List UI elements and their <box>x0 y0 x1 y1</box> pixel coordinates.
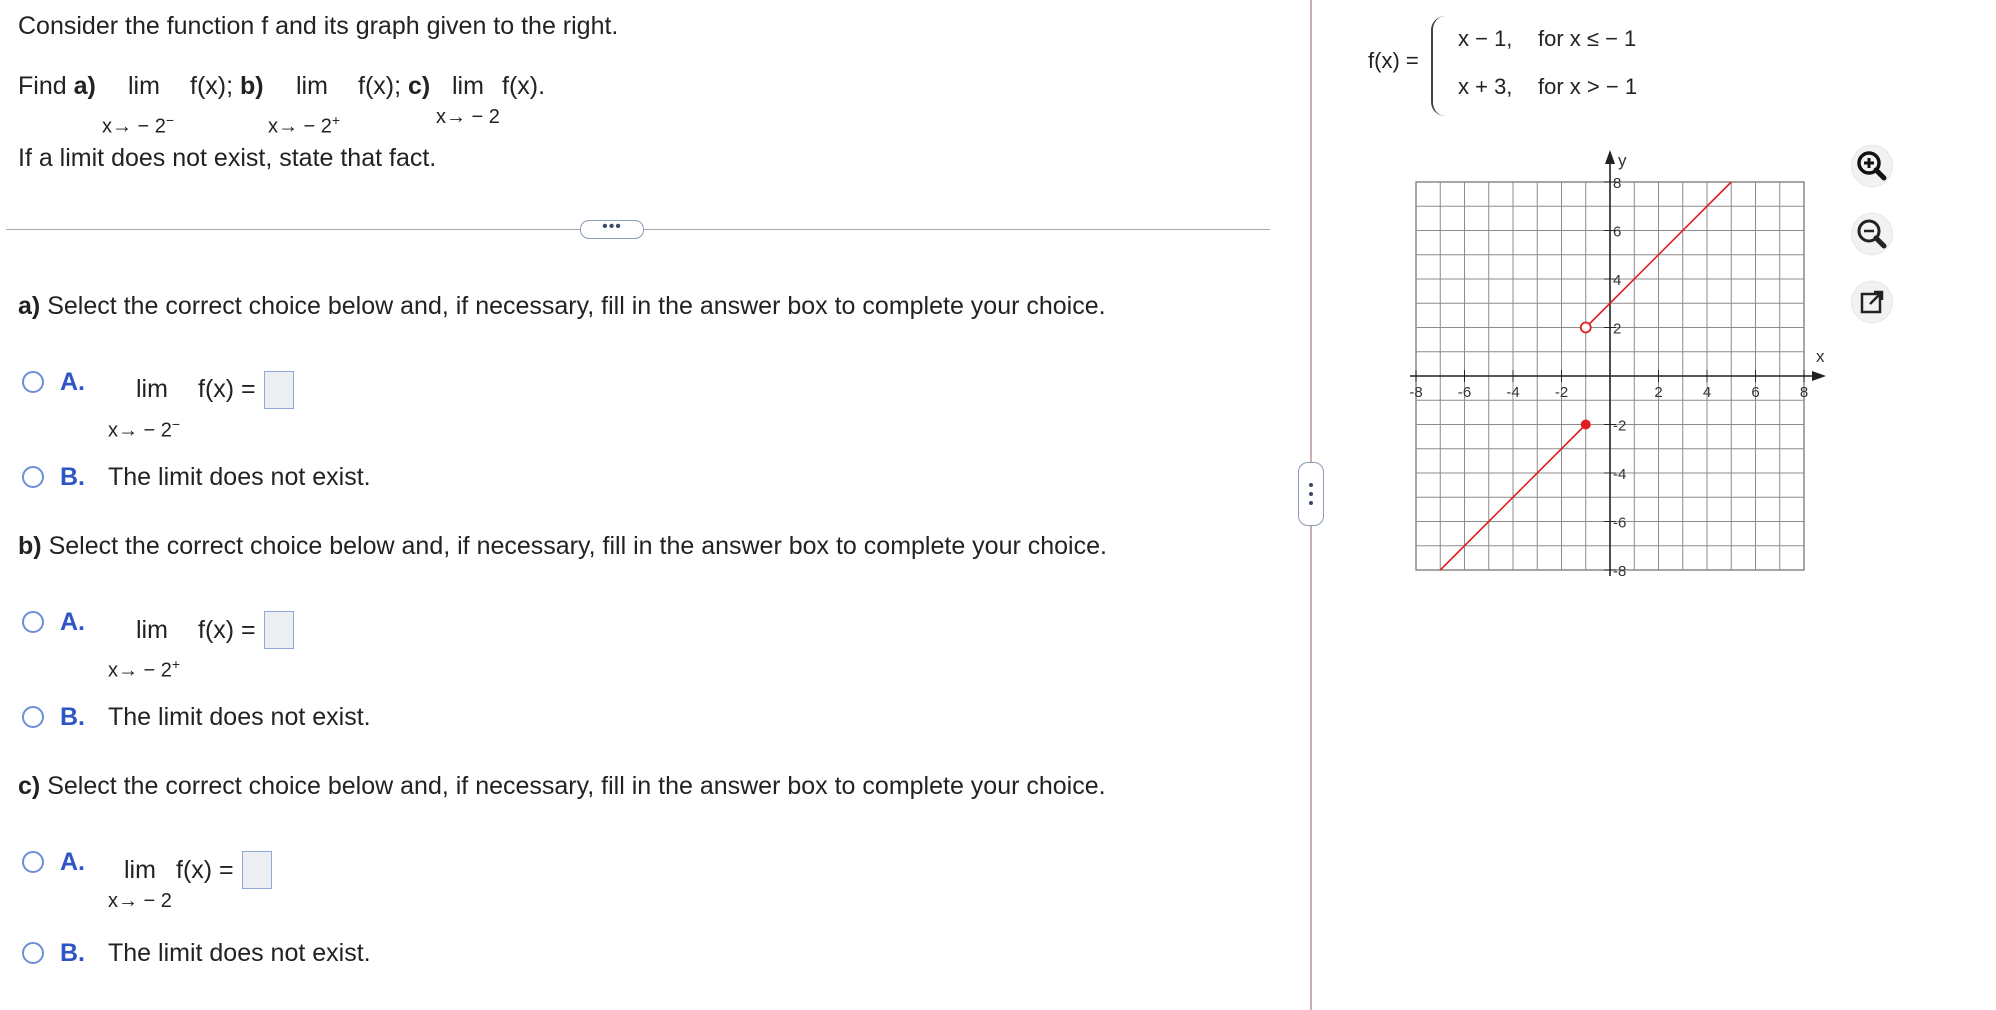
part-a-label: a) <box>73 72 96 100</box>
popout-icon <box>1852 282 1892 322</box>
question-a-label: a) <box>18 292 41 320</box>
x-tick-label: 6 <box>1751 384 1760 401</box>
y-tick-label: -4 <box>1613 466 1627 483</box>
answer-box-b[interactable] <box>264 611 294 649</box>
expand-more-button[interactable]: ••• <box>580 220 644 239</box>
popout-button[interactable] <box>1852 282 1892 322</box>
choice-a-letter: A. <box>60 608 85 636</box>
lim-a-sub-text: x→ − 2 <box>102 115 166 138</box>
radio-b-choice-b[interactable] <box>22 706 44 728</box>
case1-cond: for x ≤ − 1 <box>1538 26 1637 51</box>
part-b-label: b) <box>240 72 264 100</box>
y-axis-arrow <box>1605 150 1615 164</box>
find-prefix: Find <box>18 72 67 100</box>
zoom-out-button[interactable] <box>1852 214 1892 254</box>
lim-c-sub: x→ − 2 <box>436 106 500 128</box>
open-endpoint <box>1581 323 1591 333</box>
answer-box-a[interactable] <box>264 371 294 409</box>
choice-b-text: The limit does not exist. <box>108 939 371 967</box>
lim-a-word: lim <box>128 72 160 100</box>
problem-intro: Consider the function f and its graph given to the right. <box>18 12 619 40</box>
fx-c-text: f(x). <box>502 72 546 100</box>
case2-expr: x + 3, <box>1458 74 1513 99</box>
y-axis-label: y <box>1618 151 1627 170</box>
handle-dot <box>1309 501 1313 505</box>
x-tick-label: -4 <box>1506 384 1520 401</box>
case2-cond: for x > − 1 <box>1538 74 1638 99</box>
x-tick-label: 4 <box>1702 384 1712 401</box>
zoom-in-icon <box>1852 146 1892 186</box>
fx-b-text: f(x); <box>358 72 402 100</box>
question-a-text: Select the correct choice below and, if necessary, fill in the answer box to complete your choice. <box>47 292 1106 320</box>
x-axis-label: x <box>1816 347 1825 366</box>
choice-a-sub-text: x→ − 2 <box>108 419 172 442</box>
question-b-prompt <box>18 532 1107 561</box>
choice-b-letter: B. <box>60 463 85 491</box>
handle-dot <box>1309 483 1313 487</box>
choice-a-fx-eq: f(x) = <box>198 375 256 403</box>
y-tick-label: 8 <box>1613 175 1622 192</box>
choice-b-letter: B. <box>60 703 85 731</box>
y-tick-label: 4 <box>1613 272 1622 289</box>
x-tick-label: -6 <box>1457 384 1472 401</box>
choice-a-letter: A. <box>60 848 85 876</box>
zoom-in-button[interactable] <box>1852 146 1892 186</box>
case1-expr: x − 1, <box>1458 26 1513 51</box>
radio-a-choice-b[interactable] <box>22 466 44 488</box>
lim-a-sup: − <box>165 112 175 128</box>
radio-a-choice-a[interactable] <box>22 371 44 393</box>
x-tick-label: 2 <box>1654 384 1663 401</box>
lim-b-word: lim <box>296 72 328 100</box>
choice-b-text: The limit does not exist. <box>108 463 371 491</box>
fx-lhs: f(x) = <box>1368 48 1419 73</box>
graph-axes <box>1410 150 1826 576</box>
closed-endpoint <box>1581 420 1591 430</box>
choice-a-sub <box>108 416 180 443</box>
lim-c-word: lim <box>452 72 484 100</box>
choice-a-lim-word: lim <box>124 856 156 884</box>
y-tick-label: -2 <box>1613 417 1627 435</box>
radio-c-choice-b[interactable] <box>22 942 44 964</box>
x-tick-label: 8 <box>1799 384 1809 401</box>
question-b-label: b) <box>18 532 42 560</box>
choice-b-text: The limit does not exist. <box>108 703 371 731</box>
question-b-text: Select the correct choice below and, if necessary, fill in the answer box to complete your choice. <box>48 532 1107 560</box>
choice-a-sub <box>108 656 180 683</box>
radio-b-choice-a[interactable] <box>22 611 44 633</box>
choice-a-sub: x→ − 2 <box>108 890 172 912</box>
fx-a-text: f(x); <box>190 72 234 100</box>
choice-a-lim-word: lim <box>136 375 168 403</box>
y-tick-label: -8 <box>1613 563 1627 580</box>
function-graph <box>1390 140 1825 580</box>
y-tick-label: 6 <box>1613 223 1622 241</box>
lim-b-sub <box>268 112 340 139</box>
piecewise-brace <box>1431 16 1449 116</box>
question-c-text: Select the correct choice below and, if necessary, fill in the answer box to complete your choice. <box>47 772 1106 800</box>
choice-a-sup: + <box>171 656 181 672</box>
answer-box-c[interactable] <box>242 851 272 889</box>
question-c-prompt <box>18 772 1106 801</box>
radio-c-choice-a[interactable] <box>22 851 44 873</box>
x-tick-label: -8 <box>1409 384 1423 401</box>
choice-a-fx-eq: f(x) = <box>176 856 234 884</box>
zoom-out-icon <box>1852 214 1892 254</box>
choice-a-letter: A. <box>60 368 85 396</box>
lim-a-sub <box>102 112 174 139</box>
question-a-prompt <box>18 292 1106 321</box>
lim-b-sub-text: x→ − 2 <box>268 115 332 138</box>
y-tick-label: -6 <box>1613 514 1627 532</box>
x-axis-arrow <box>1812 371 1826 381</box>
choice-a-sup: − <box>171 416 181 432</box>
x-tick-label: -2 <box>1554 384 1569 401</box>
fx-b <box>358 72 430 101</box>
y-tick-label: 2 <box>1613 320 1622 338</box>
handle-dot <box>1309 492 1313 496</box>
lim-b-sup: + <box>331 112 341 128</box>
part-c-label: c) <box>408 72 431 100</box>
graph-ticks <box>1409 175 1808 580</box>
choice-a-fx-eq: f(x) = <box>198 616 256 644</box>
question-c-label: c) <box>18 772 41 800</box>
find-line <box>18 72 96 101</box>
dne-note: If a limit does not exist, state that fact. <box>18 144 437 172</box>
choice-a-lim-word: lim <box>136 616 168 644</box>
choice-b-letter: B. <box>60 939 85 967</box>
fx-a <box>190 72 264 101</box>
panel-resize-handle[interactable] <box>1298 462 1324 526</box>
choice-a-sub-text: x→ − 2 <box>108 659 172 682</box>
